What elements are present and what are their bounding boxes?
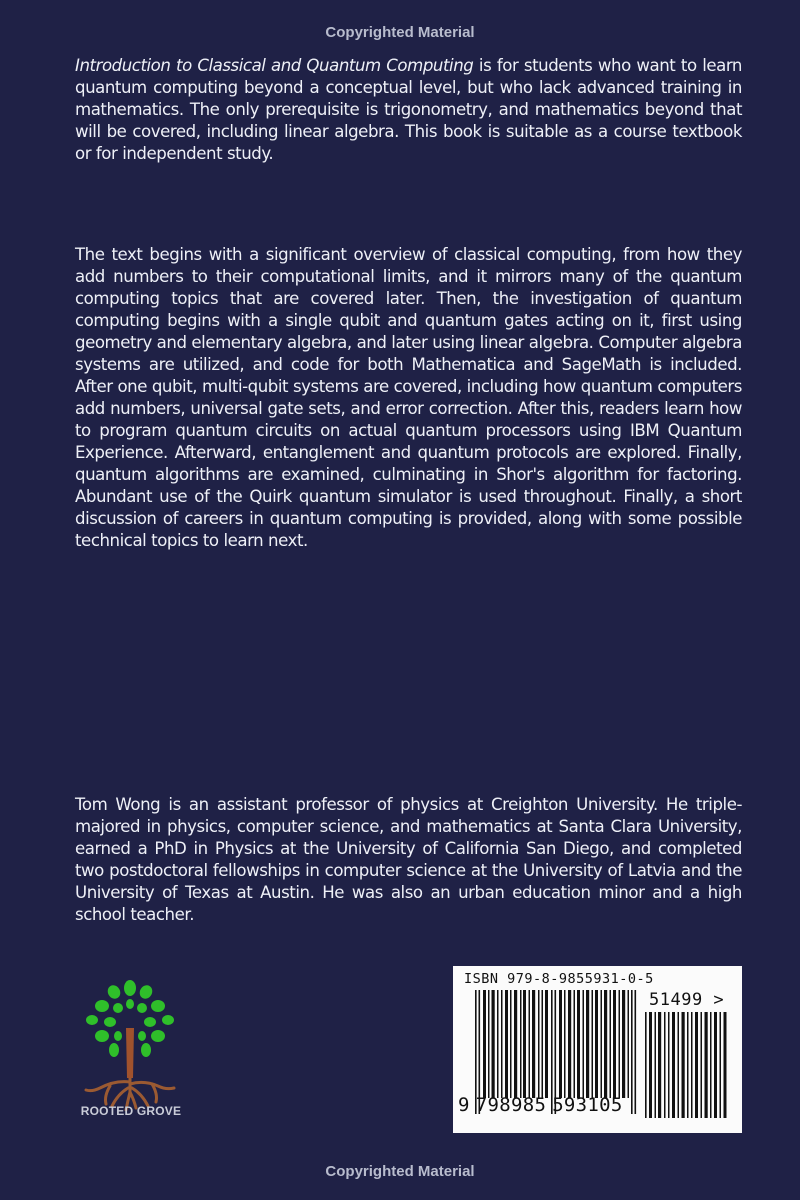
- barcode-digit-first: 9: [458, 1094, 470, 1116]
- isbn-label: ISBN 979-8-9855931-0-5: [464, 971, 654, 987]
- barcode-digits: [458, 1094, 623, 1116]
- barcode-digits-left: 798985: [475, 1094, 547, 1116]
- isbn-barcode: [453, 966, 742, 1133]
- description-text-2: The text begins with a significant overview of classical computing, from how they add numbers to their computational limits, and it mirrors many of the quantum computing topics that are covered later. Then, the investigation of quantum computing begins with a single qubit and quantum gates acting on it, first using geometry and elementary algebra, and later using linear algebra. Computer algebra systems are utilized, and code for both Mathematica and SageMath is included. After one qubit, multi-qubit systems are covered, including how quantum computers add numbers, universal gate sets, and error correction. After this, readers learn how to program quantum circuits on actual quantum processors using IBM Quantum Experience. Afterward, entanglement and quantum protocols are explored. Finally, quantum algorithms are examined, culminating in Shor's algorithm for factoring. Abundant use of the Quirk quantum simulator is used throughout. Finally, a short discussion of careers in quantum computing is provided, along with some possible technical topics to learn next.: [75, 245, 742, 550]
- book-title-italic: Introduction to Classical and Quantum Computing: [75, 56, 474, 75]
- copyright-watermark-bottom: Copyrighted Material: [325, 1163, 475, 1180]
- author-bio-text: Tom Wong is an assistant professor of physics at Creighton University. He triple-majored in physics, computer science, and mathematics at Santa Clara University, earned a PhD in Physics at the University of California San Diego, and completed two postdoctoral fellowships in computer science at the University of Latvia and the University of Texas at Austin. He was also an urban education minor and a high school teacher.: [75, 795, 742, 924]
- book-description-paragraph-2: [75, 244, 742, 552]
- description-text: is for students who want to learn quantum computing beyond a conceptual level, but who lack advanced training in mathematics. The only prerequisite is trigonometry, and mathematics beyond that will be covered, including linear algebra. This book is suitable as a course textbook or for independent study.: [75, 56, 742, 163]
- barcode-digits-right: 593105: [552, 1094, 623, 1116]
- barcode-addon-bars: [643, 1012, 729, 1118]
- price-code: 51499 >: [649, 990, 725, 1010]
- author-bio: [75, 794, 742, 926]
- book-description-paragraph-1: [75, 55, 742, 165]
- publisher-name: ROOTED GROVE: [80, 1104, 182, 1118]
- copyright-watermark-top: Copyrighted Material: [325, 24, 475, 41]
